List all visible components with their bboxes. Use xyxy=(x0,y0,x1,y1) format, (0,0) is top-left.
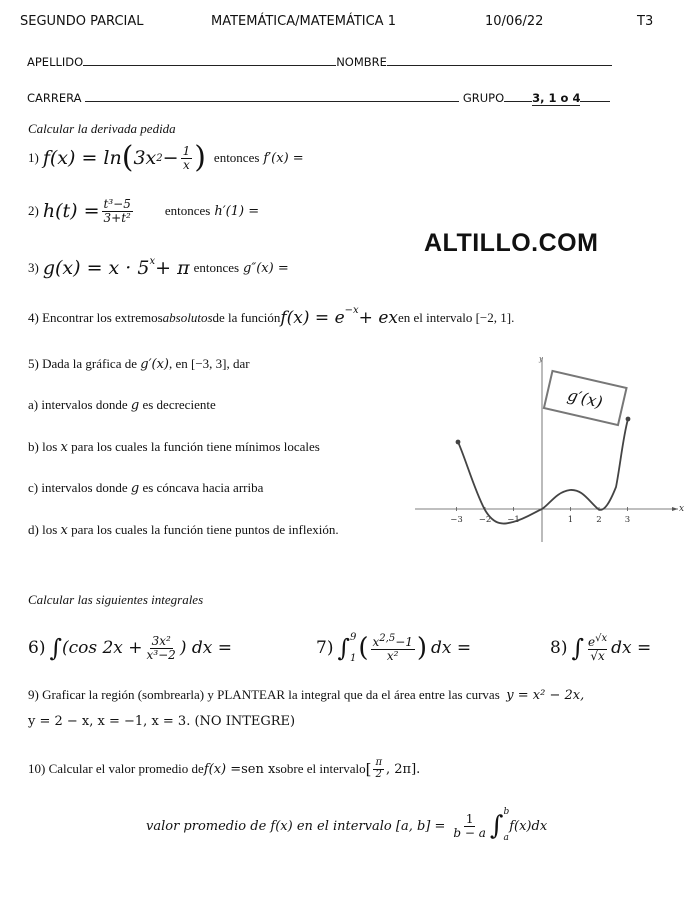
x-tick-label: −1 xyxy=(507,515,520,525)
carrera-field[interactable] xyxy=(85,91,459,102)
y-axis-label: y xyxy=(539,355,543,363)
x-tick-label: 2 xyxy=(596,515,602,525)
exam-title: SEGUNDO PARCIAL xyxy=(20,14,144,29)
x-tick-label: 3 xyxy=(624,515,631,525)
question-5-intro: 5) Dada la gráfica de g′(x), en [−3, 3], dar xyxy=(28,356,250,372)
carrera-row xyxy=(27,91,610,105)
apellido-field[interactable] xyxy=(83,55,336,66)
g-prime-curve xyxy=(458,419,631,525)
question-5a: a) intervalos donde g es decreciente xyxy=(28,397,216,413)
question-3: 3) g(x) = x · 5 $^x$ + π entonces g″(x) = xyxy=(28,256,289,279)
nombre-field[interactable] xyxy=(387,55,612,66)
watermark: ALTILLO.COM xyxy=(424,229,599,257)
question-5d: d) los x para los cuales la función tiene puntos de inflexión. xyxy=(28,522,339,538)
curve-start-point xyxy=(456,440,461,445)
grupo-value: 3, 1 o 4 xyxy=(532,91,581,105)
section-derivatives-title: Calcular la derivada pedida xyxy=(28,121,176,136)
lower-limit: 1 xyxy=(349,653,357,664)
apellido-row xyxy=(27,55,612,69)
average-value-formula: valor promedio de f(x) en el intervalo [a, b] = $\frac{1}{b - a}$ ∫ b a f(x)dx xyxy=(146,807,548,843)
g-prime-graph xyxy=(410,352,695,552)
nombre-label: NOMBRE xyxy=(336,55,387,69)
graph-label-box xyxy=(544,371,627,425)
question-5c: c) intervalos donde g es cóncava hacia arriba xyxy=(28,480,264,496)
carrera-label: CARRERA xyxy=(27,91,82,105)
question-4: 4) Encontrar los extremos absolutos de la función f(x) = e $^{-x}$ + ex en el intervalo [−2, 1]. xyxy=(28,305,515,328)
x-axis-label: x xyxy=(679,504,685,514)
grupo-label: GRUPO xyxy=(462,91,505,105)
curve-end-point xyxy=(626,417,631,422)
question-9-line1: 9) Graficar la región (sombrearla) y PLANTEAR la integral que da el área entre las curvas y = x² − 2x, xyxy=(28,687,585,703)
subject-title: MATEMÁTICA/MATEMÁTICA 1 xyxy=(211,14,396,29)
section-integrals-title: Calcular las siguientes integrales xyxy=(28,592,204,607)
exam-topic: T3 xyxy=(637,14,654,29)
x-tick-label: −2 xyxy=(478,515,492,525)
question-1: 1) f(x) = ln ( 3x 2 − $\frac{1}{x}$ ) entonces f′(x) = xyxy=(28,140,304,175)
x-tick-label: −3 xyxy=(450,515,463,525)
x-tick-label: 1 xyxy=(567,515,574,525)
question-6: 6) ∫ (cos 2x + $\frac{\text{3x²}}{\text{x³−2}}$ ) dx = xyxy=(28,633,232,662)
apellido-label: APELLIDO xyxy=(27,55,84,69)
upper-limit: 9 xyxy=(349,632,357,643)
question-9-line2: y = 2 − x, x = −1, x = 3. (NO INTEGRE) xyxy=(28,714,296,729)
question-10: 10) Calcular el valor promedio de f(x) = sen x sobre el intervalo [ $\frac{\pi}{2}$ , 2π]. xyxy=(28,757,421,780)
question-5b: b) los x para los cuales la función tiene mínimos locales xyxy=(28,439,320,455)
question-7: 7) ∫ 9 1 ( $\frac{x^{2,5}-1}{\text{x²}}$ ) dx = xyxy=(316,632,472,664)
graph-label: g′(x) xyxy=(565,385,605,412)
question-8: 8) ∫ $\frac{e^{√x}}{√x}$ dx = xyxy=(550,632,652,663)
question-2: 2) h(t) = $\frac{\text{t³−5}}{\text{3+t²}}$ entonces h′(1) = xyxy=(28,196,260,225)
exam-date: 10/06/22 xyxy=(485,14,544,29)
